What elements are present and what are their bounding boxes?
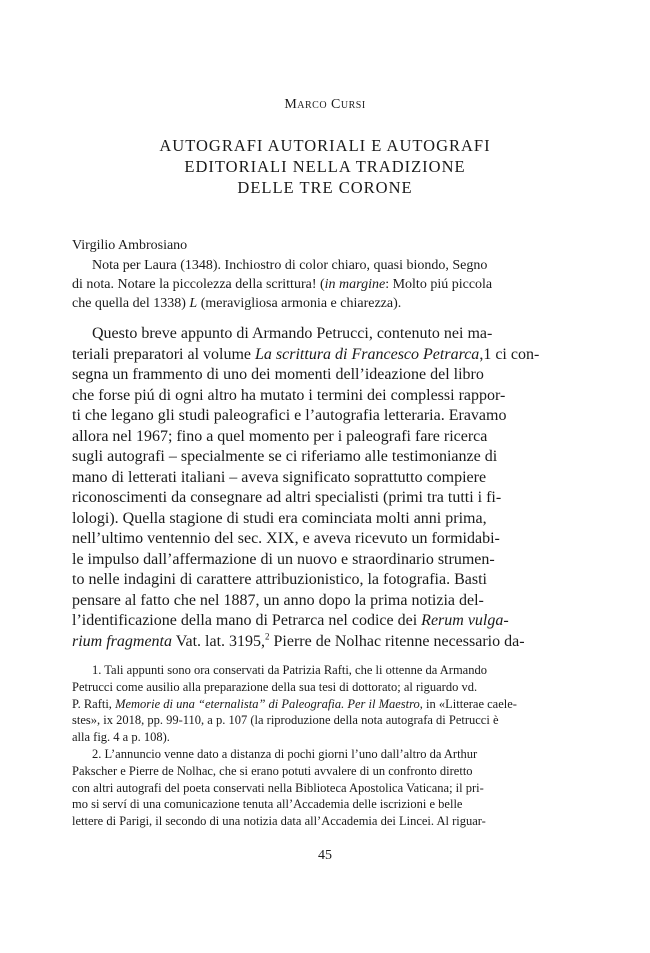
footnote-line: P. Rafti, Memorie di una “eternalista” di Paleografia. Per il Maestro, in «Litterae caele- [72,696,517,711]
footnote-line: Pakscher e Pierre de Nolhac, che si erano potuti avvalere di un confronto diretto [72,763,473,778]
epigraph-line: che quella del 1338) L (meravigliosa armonia e chiarezza). [72,296,402,311]
body-line: pensare al fatto che nel 1887, un anno dopo la prima notizia del- [72,591,484,609]
body-line: segna un frammento di uno dei momenti dell’ideazione del libro [72,366,484,383]
body-line: riconoscimenti da consegnare ad altri specialisti (primi tra tutti i fi- [72,489,502,506]
body-text [72,324,592,652]
footnote-line: 1. Tali appunti sono ora conservati da Patrizia Rafti, che li ottenne da Armando [92,663,487,677]
body-line: rium fragmenta Vat. lat. 3195,$^2$ Pierre de Nolhac ritenne necessario da- [72,631,525,650]
page-number: 45 [318,848,332,863]
footnote-line: stes», ix 2018, pp. 99-110, a p. 107 (la riproduzione della nota autografa di Petrucci è [72,713,499,728]
body-line: nell’ultimo ventennio del sec. XIX, e aveva ricevuto un formidabi- [72,530,500,547]
epigraph [72,256,592,313]
footnote-line: lettere di Parigi, il secondo di una notizia data all’Accademia dei Lincei. Al riguar- [72,814,486,829]
footnote-line: mo si serví di una comunicazione tenuta all’Accademia delle iscrizioni e belle [72,797,463,812]
body-line: teriali preparatori al volume La scrittura di Francesco Petrarca,1 ci con- [72,345,540,363]
footnote-line: 2. L’annuncio venne dato a distanza di pochi giorni l’uno dall’altro da Arthur [92,746,478,761]
footnote-line: Petrucci come ausilio alla preparazione della sua tesi di dottorato; al riguardo vd. [72,679,478,694]
body-line: sugli autografi – specialmente se ci riferiamo alle testimonianze di [72,448,498,465]
chapter-title [0,135,650,198]
title-line: AUTOGRAFI AUTORIALI E AUTOGRAFI [159,136,491,155]
footnote-line: alla fig. 4 a p. 108). [72,730,170,745]
body-line: Questo breve appunto di Armando Petrucci, contenuto nei ma- [92,325,493,342]
body-line: to nelle indagini di carattere attribuzionistico, la fotografia. Basti [72,571,487,588]
body-line: le impulso dall’affermazione di un nuovo e straordinario strumen- [72,550,495,568]
body-line: che forse piú di ogni altro ha mutato i termini dei complessi rappor- [72,386,506,404]
epigraph-line: Nota per Laura (1348). Inchiostro di color chiaro, quasi biondo, Segno [92,258,488,273]
body-line: allora nel 1967; fino a quel momento per i paleografi fare ricerca [72,427,488,445]
author-name: Marco Cursi [284,97,366,112]
title-line: EDITORIALI NELLA TRADIZIONE [184,157,466,176]
title-line: DELLE TRE CORONE [237,178,413,197]
body-line: l’identificazione della mano di Petrarca nel codice dei Rerum vulga- [72,612,509,629]
epigraph-attribution: Virgilio Ambrosiano [72,238,188,253]
footnote-line: con altri autografi del poeta conservati nella Biblioteca Apostolica Vaticana; il pri- [72,780,484,795]
body-line: mano di letterati italiani – aveva significato soprattutto compiere [72,468,487,486]
body-line: lologi). Quella stagione di studi era cominciata molti anni prima, [72,509,487,527]
body-line: ti che legano gli studi paleografici e l’autografia letteraria. Eravamo [72,407,507,424]
epigraph-line: di nota. Notare la piccolezza della scrittura! (in margine: Molto piú piccola [72,277,493,292]
footnotes [72,662,592,830]
